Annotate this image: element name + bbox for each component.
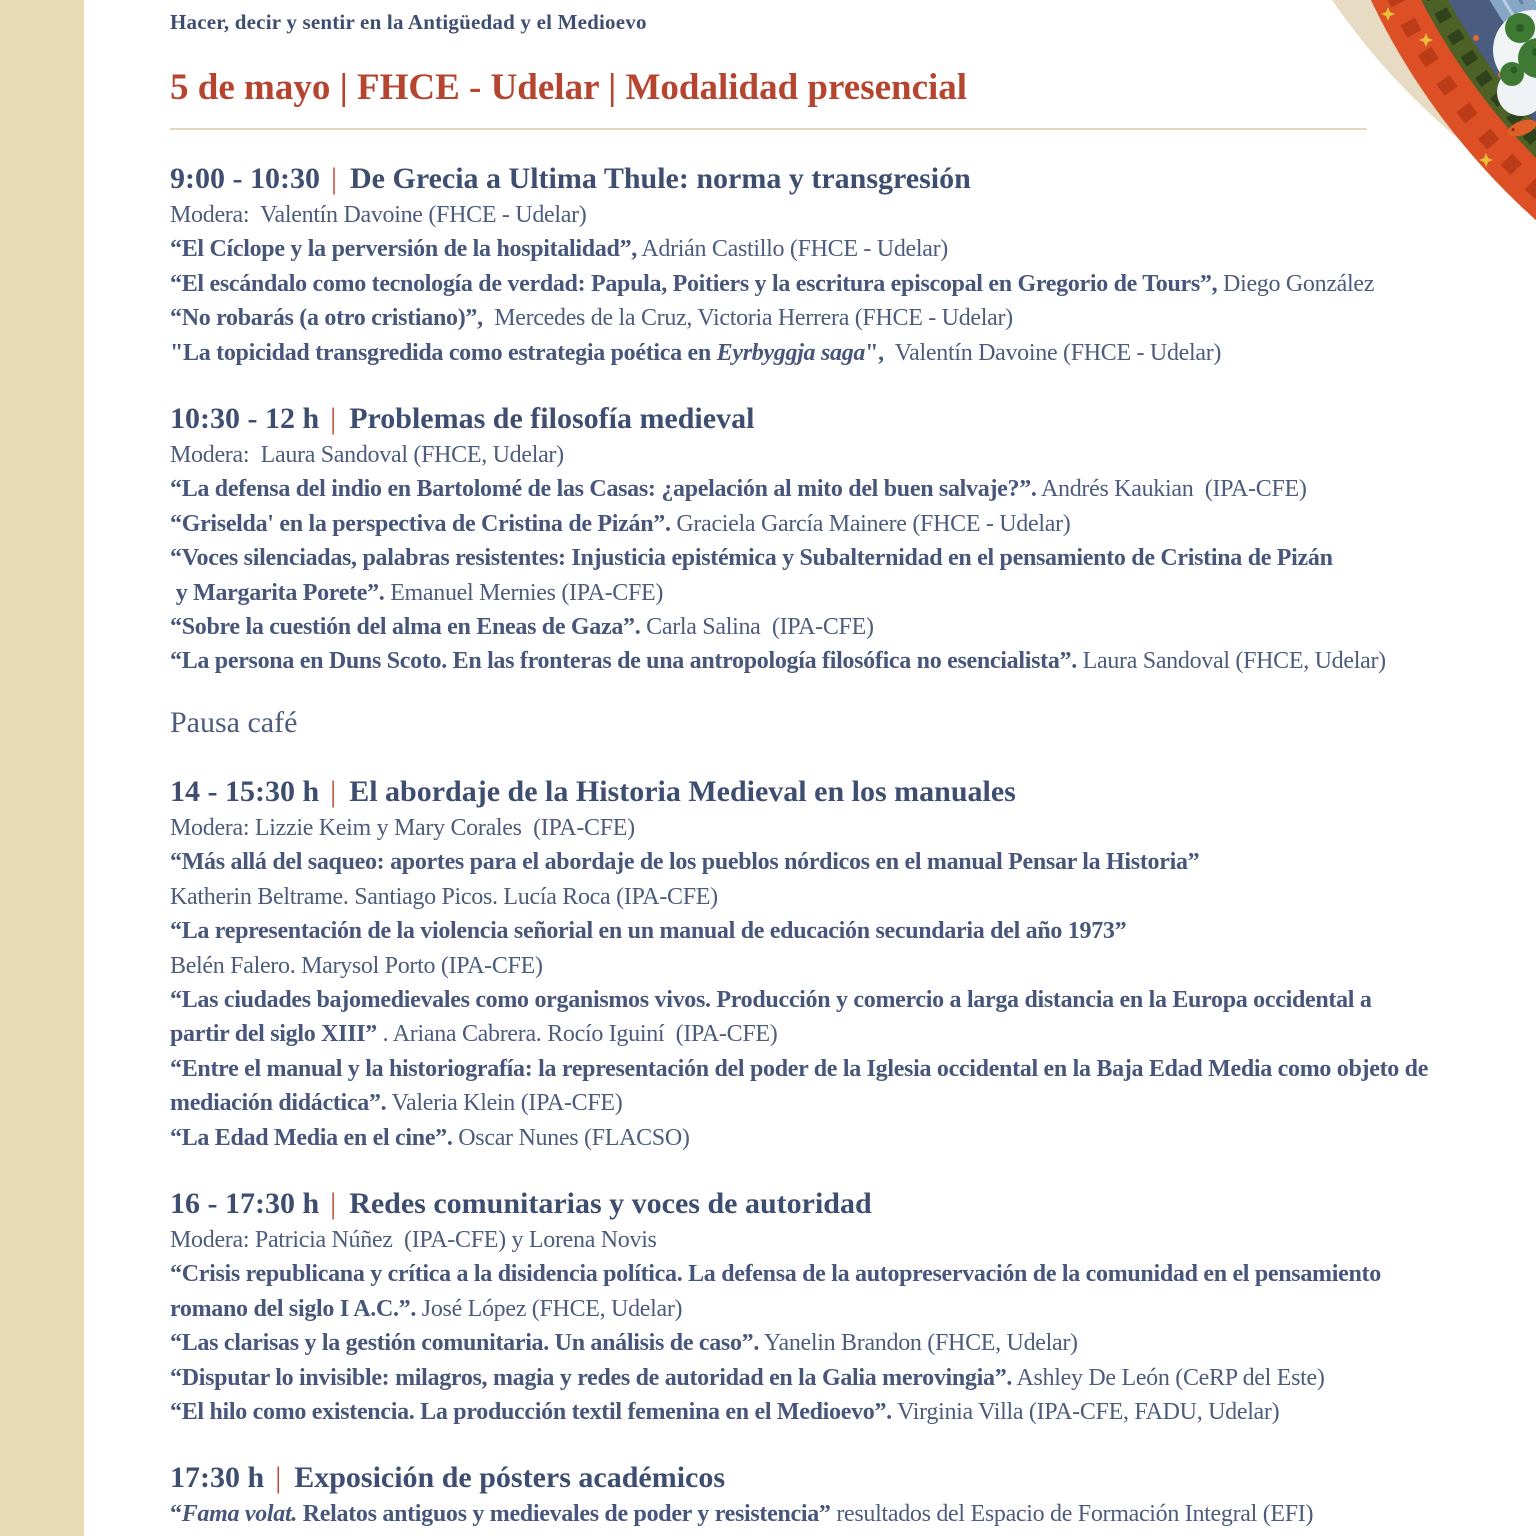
text-segment: Relatos antiguos y medievales de poder y resistencia” [297, 1501, 831, 1528]
text-segment: “La representación de la violencia señorial en un manual de educación secundaria del año 1973” [170, 918, 1127, 945]
text-segment: resultados del Espacio de Formación Integral (EFI) [830, 1501, 1314, 1528]
text-segment: José López (FHCE, Udelar) [416, 1295, 683, 1322]
text-segment: Belén Falero. Marysol Porto (IPA-CFE) [170, 952, 543, 979]
session-line [170, 438, 1460, 472]
text-segment: “Griselda' en la perspectiva de Cristina de Pizán”. [170, 510, 671, 537]
text-segment: "La topicidad transgredida como estrategia poética en [170, 339, 717, 366]
text-segment: . Ariana Cabrera. Rocío Iguiní (IPA-CFE) [376, 1021, 778, 1048]
session-time: 14 - 15:30 h [170, 774, 320, 808]
session-line [170, 198, 1460, 232]
session-line [170, 1497, 1460, 1531]
session-title: Exposición de pósters académicos [294, 1461, 726, 1495]
session-line [170, 267, 1460, 301]
session-line [170, 576, 1460, 610]
session-line [170, 644, 1460, 678]
text-segment: Graciela García Mainere (FHCE - Udelar) [670, 510, 1071, 537]
corner-medallion-illustration [1326, 0, 1536, 300]
session-separator: | [330, 402, 337, 436]
session-line [170, 472, 1460, 506]
session-heading [170, 1459, 1460, 1497]
session-time: 16 - 17:30 h [170, 1186, 320, 1220]
session-line [170, 949, 1460, 983]
text-segment: “ [170, 1501, 182, 1528]
schedule [170, 160, 1460, 1532]
session-separator: | [330, 774, 337, 808]
text-segment: “Voces silenciadas, palabras resistentes: Injusticia epistémica y Subalternidad en el pensamiento de Cristina de Pizán [170, 545, 1333, 572]
text-segment: “Las clarisas y la gestión comunitaria. Un análisis de caso”. [170, 1330, 760, 1357]
session-line [170, 610, 1460, 644]
text-segment: Carla Salina (IPA-CFE) [640, 614, 874, 641]
session-line [170, 1395, 1460, 1429]
left-margin-stripe [0, 0, 84, 1536]
session-separator: | [330, 1186, 337, 1220]
text-segment: Yanelin Brandon (FHCE, Udelar) [759, 1330, 1078, 1357]
text-segment: Andrés Kaukian (IPA-CFE) [1036, 476, 1307, 503]
session-line [170, 1326, 1460, 1360]
text-segment: Katherin Beltrame. Santiago Picos. Lucía Roca (IPA-CFE) [170, 883, 718, 910]
session-line [170, 1052, 1460, 1086]
text-segment: “Disputar lo invisible: milagros, magia y redes de autoridad en la Galia merovingia”. [170, 1364, 1013, 1391]
session-line [170, 541, 1460, 575]
text-segment: Modera: Laura Sandoval (FHCE, Udelar) [170, 442, 564, 469]
text-segment: Fama volat. [181, 1501, 298, 1528]
text-segment: “El escándalo como tecnología de verdad: Papula, Poitiers y la escritura episcopal en Gregorio de Tours”, [170, 270, 1218, 297]
session-line [170, 336, 1460, 370]
session-time: 10:30 - 12 h [170, 402, 320, 436]
text-segment: Virginia Villa (IPA-CFE, FADU, Udelar) [891, 1398, 1280, 1425]
text-segment: Valentín Davoine (FHCE - Udelar) [883, 339, 1222, 366]
session-line [170, 811, 1460, 845]
session-heading [170, 400, 1460, 438]
session-line [170, 1292, 1460, 1326]
session-heading [170, 773, 1460, 811]
text-segment: Adrián Castillo (FHCE - Udelar) [636, 236, 948, 263]
session-line [170, 301, 1460, 335]
text-segment: “Crisis republicana y crítica a la disidencia política. La defensa de la autopreservación de la comunidad en el pensamiento [170, 1261, 1381, 1288]
divider [170, 128, 1367, 130]
text-segment: “No robarás (a otro cristiano)”, [170, 305, 483, 332]
text-segment: Emanuel Mernies (IPA-CFE) [384, 579, 664, 606]
session-line [170, 880, 1460, 914]
text-segment: mediación didáctica”. [170, 1090, 387, 1117]
text-segment: Valeria Klein (IPA-CFE) [386, 1090, 623, 1117]
session-heading [170, 160, 1460, 198]
session-line [170, 983, 1460, 1017]
text-segment: Modera: Patricia Núñez (IPA-CFE) y Lorena Novis [170, 1226, 657, 1253]
session-separator: | [275, 1461, 282, 1495]
session-title: El abordaje de la Historia Medieval en los manuales [349, 774, 1016, 808]
text-segment: “La persona en Duns Scoto. En las fronteras de una antropología filosófica no esencialista”. [170, 648, 1077, 675]
session-line [170, 845, 1460, 879]
text-segment: Modera: Lizzie Keim y Mary Corales (IPA-CFE) [170, 814, 635, 841]
tree-icon [1500, 62, 1524, 86]
session-time: 17:30 h [170, 1461, 265, 1495]
session-line [170, 1017, 1460, 1051]
date-header: 5 de mayo | FHCE - Udelar | Modalidad presencial [170, 67, 968, 108]
text-segment: “El Cíclope y la perversión de la hospitalidad”, [170, 236, 637, 263]
text-segment: Mercedes de la Cruz, Victoria Herrera (FHCE - Udelar) [482, 305, 1013, 332]
session-title: Problemas de filosofía medieval [349, 402, 755, 436]
session-line [170, 1361, 1460, 1395]
session-line [170, 914, 1460, 948]
session-title: Redes comunitarias y voces de autoridad [349, 1186, 872, 1220]
session-line [170, 1086, 1460, 1120]
text-segment: Modera: Valentín Davoine (FHCE - Udelar) [170, 202, 587, 228]
text-segment: y Margarita Porete”. [170, 579, 385, 606]
session-line [170, 1257, 1460, 1291]
text-segment: partir del siglo XIII” [170, 1021, 377, 1048]
session-line [170, 1223, 1460, 1257]
text-segment: romano del siglo I A.C.”. [170, 1295, 417, 1322]
session-line [170, 1121, 1460, 1155]
text-segment: “El hilo como existencia. La producción textil femenina en el Medioevo”. [170, 1398, 892, 1425]
break-label: Pausa café [170, 705, 298, 739]
text-segment: “Sobre la cuestión del alma en Eneas de Gaza”. [170, 614, 641, 641]
program-content [170, 0, 1460, 1532]
text-segment: Oscar Nunes (FLACSO) [452, 1124, 690, 1151]
session-line [170, 507, 1460, 541]
text-segment: ", [865, 339, 884, 366]
text-segment: Ashley De León (CeRP del Este) [1012, 1364, 1325, 1391]
text-segment: “La defensa del indio en Bartolomé de las Casas: ¿apelación al mito del buen salvaje?”. [170, 476, 1037, 503]
text-segment: Eyrbyggja saga [716, 339, 866, 366]
text-segment: “Las ciudades bajomedievales como organismos vivos. Producción y comercio a larga distancia en la Europa occidental a [170, 986, 1372, 1013]
session-time: 9:00 - 10:30 [170, 162, 320, 195]
text-segment: Diego González [1217, 270, 1375, 297]
session-heading [170, 1185, 1460, 1223]
text-segment: “Entre el manual y la historiografía: la representación del poder de la Iglesia occidental en la Baja Edad Media como objeto de [170, 1055, 1429, 1082]
session-title: De Grecia a Ultima Thule: norma y transgresión [350, 162, 971, 195]
event-tagline: Hacer, decir y sentir en la Antigüedad y el Medioevo [170, 10, 647, 34]
text-segment: “Más allá del saqueo: aportes para el abordaje de los pueblos nórdicos en el manual Pensar la Historia” [170, 849, 1200, 876]
session-separator: | [330, 162, 337, 195]
text-segment: “La Edad Media en el cine”. [170, 1124, 453, 1151]
session-line [170, 232, 1460, 266]
text-segment: Laura Sandoval (FHCE, Udelar) [1076, 648, 1386, 675]
